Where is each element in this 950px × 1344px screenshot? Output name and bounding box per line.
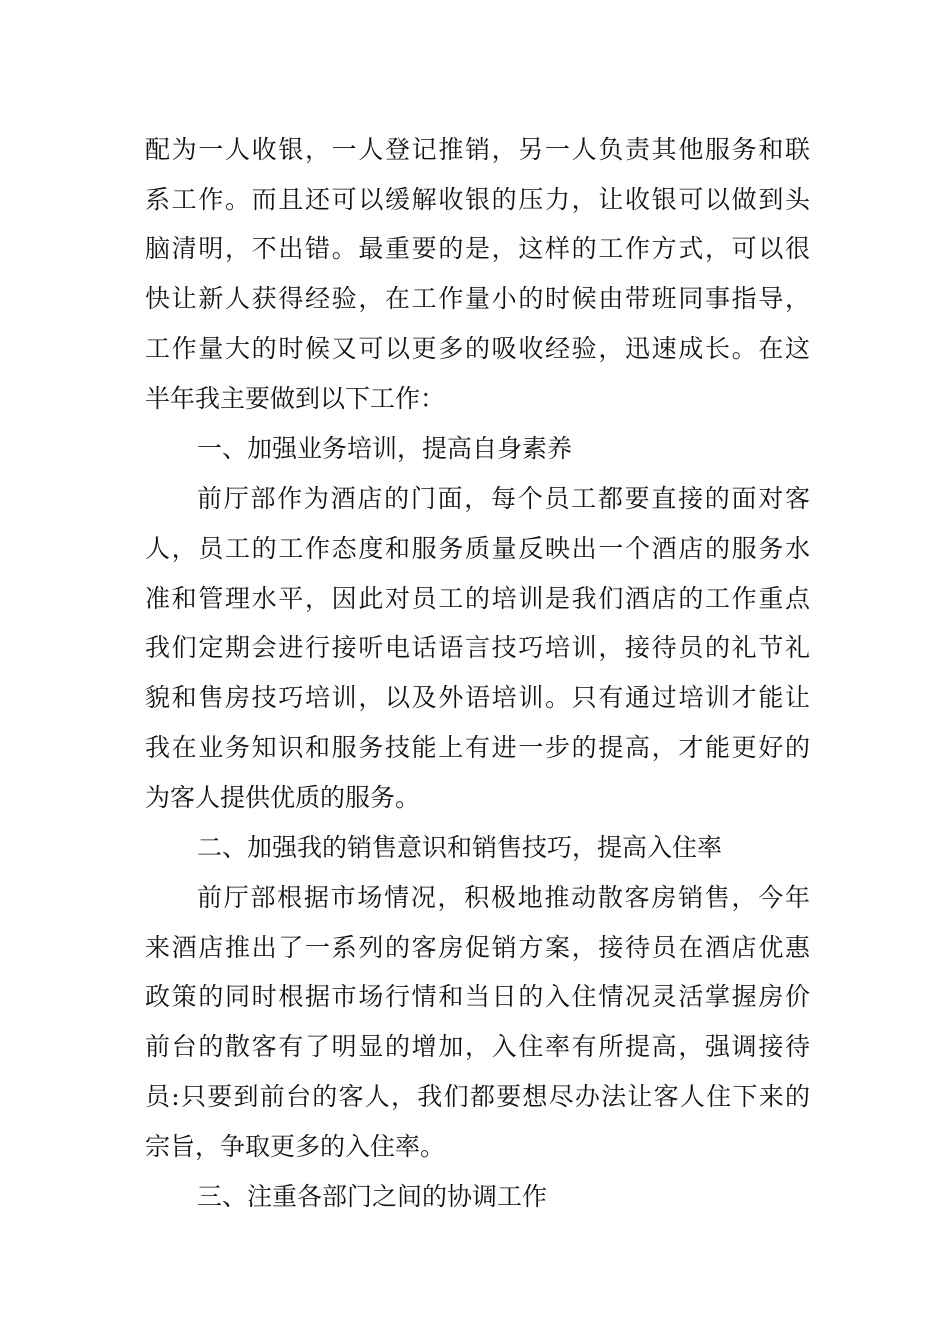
text-line: 员:只要到前台的客人，我们都要想尽办法让客人住下来的 xyxy=(145,1082,810,1111)
text-line: 脑清明，不出错。最重要的是，这样的工作方式，可以很 xyxy=(145,234,810,263)
text-line: 为客人提供优质的服务。 xyxy=(145,783,421,812)
text-line: 快让新人获得经验，在工作量小的时候由带班同事指导， xyxy=(145,284,810,313)
section-heading: 二、加强我的销售意识和销售技巧，提高入住率 xyxy=(197,833,723,862)
text-line: 系工作。而且还可以缓解收银的压力，让收银可以做到头 xyxy=(145,185,810,214)
text-line: 前台的散客有了明显的增加，入住率有所提高，强调接待 xyxy=(145,1032,810,1061)
section-heading: 一、加强业务培训，提高自身素养 xyxy=(197,434,573,463)
text-line: 来酒店推出了一系列的客房促销方案，接待员在酒店优惠 xyxy=(145,933,810,962)
text-line: 配为一人收银，一人登记推销，另一人负责其他服务和联 xyxy=(145,135,810,164)
text-line: 工作量大的时候又可以更多的吸收经验，迅速成长。在这 xyxy=(145,334,810,363)
section-heading: 三、注重各部门之间的协调工作 xyxy=(197,1182,548,1211)
text-line: 我们定期会进行接听电话语言技巧培训，接待员的礼节礼 xyxy=(145,633,810,662)
text-line: 准和管理水平，因此对员工的培训是我们酒店的工作重点 xyxy=(145,584,810,613)
text-line: 貌和售房技巧培训，以及外语培训。只有通过培训才能让 xyxy=(145,683,810,712)
text-line: 政策的同时根据市场行情和当日的入住情况灵活掌握房价 xyxy=(145,982,810,1011)
text-line: 宗旨，争取更多的入住率。 xyxy=(145,1132,446,1161)
paragraph-first-line: 前厅部作为酒店的门面，每个员工都要直接的面对客 xyxy=(197,484,810,513)
text-line: 半年我主要做到以下工作： xyxy=(145,384,446,413)
paragraph-first-line: 前厅部根据市场情况，积极地推动散客房销售，今年 xyxy=(197,883,810,912)
text-line: 我在业务知识和服务技能上有进一步的提高，才能更好的 xyxy=(145,733,810,762)
text-line: 人，员工的工作态度和服务质量反映出一个酒店的服务水 xyxy=(145,534,810,563)
